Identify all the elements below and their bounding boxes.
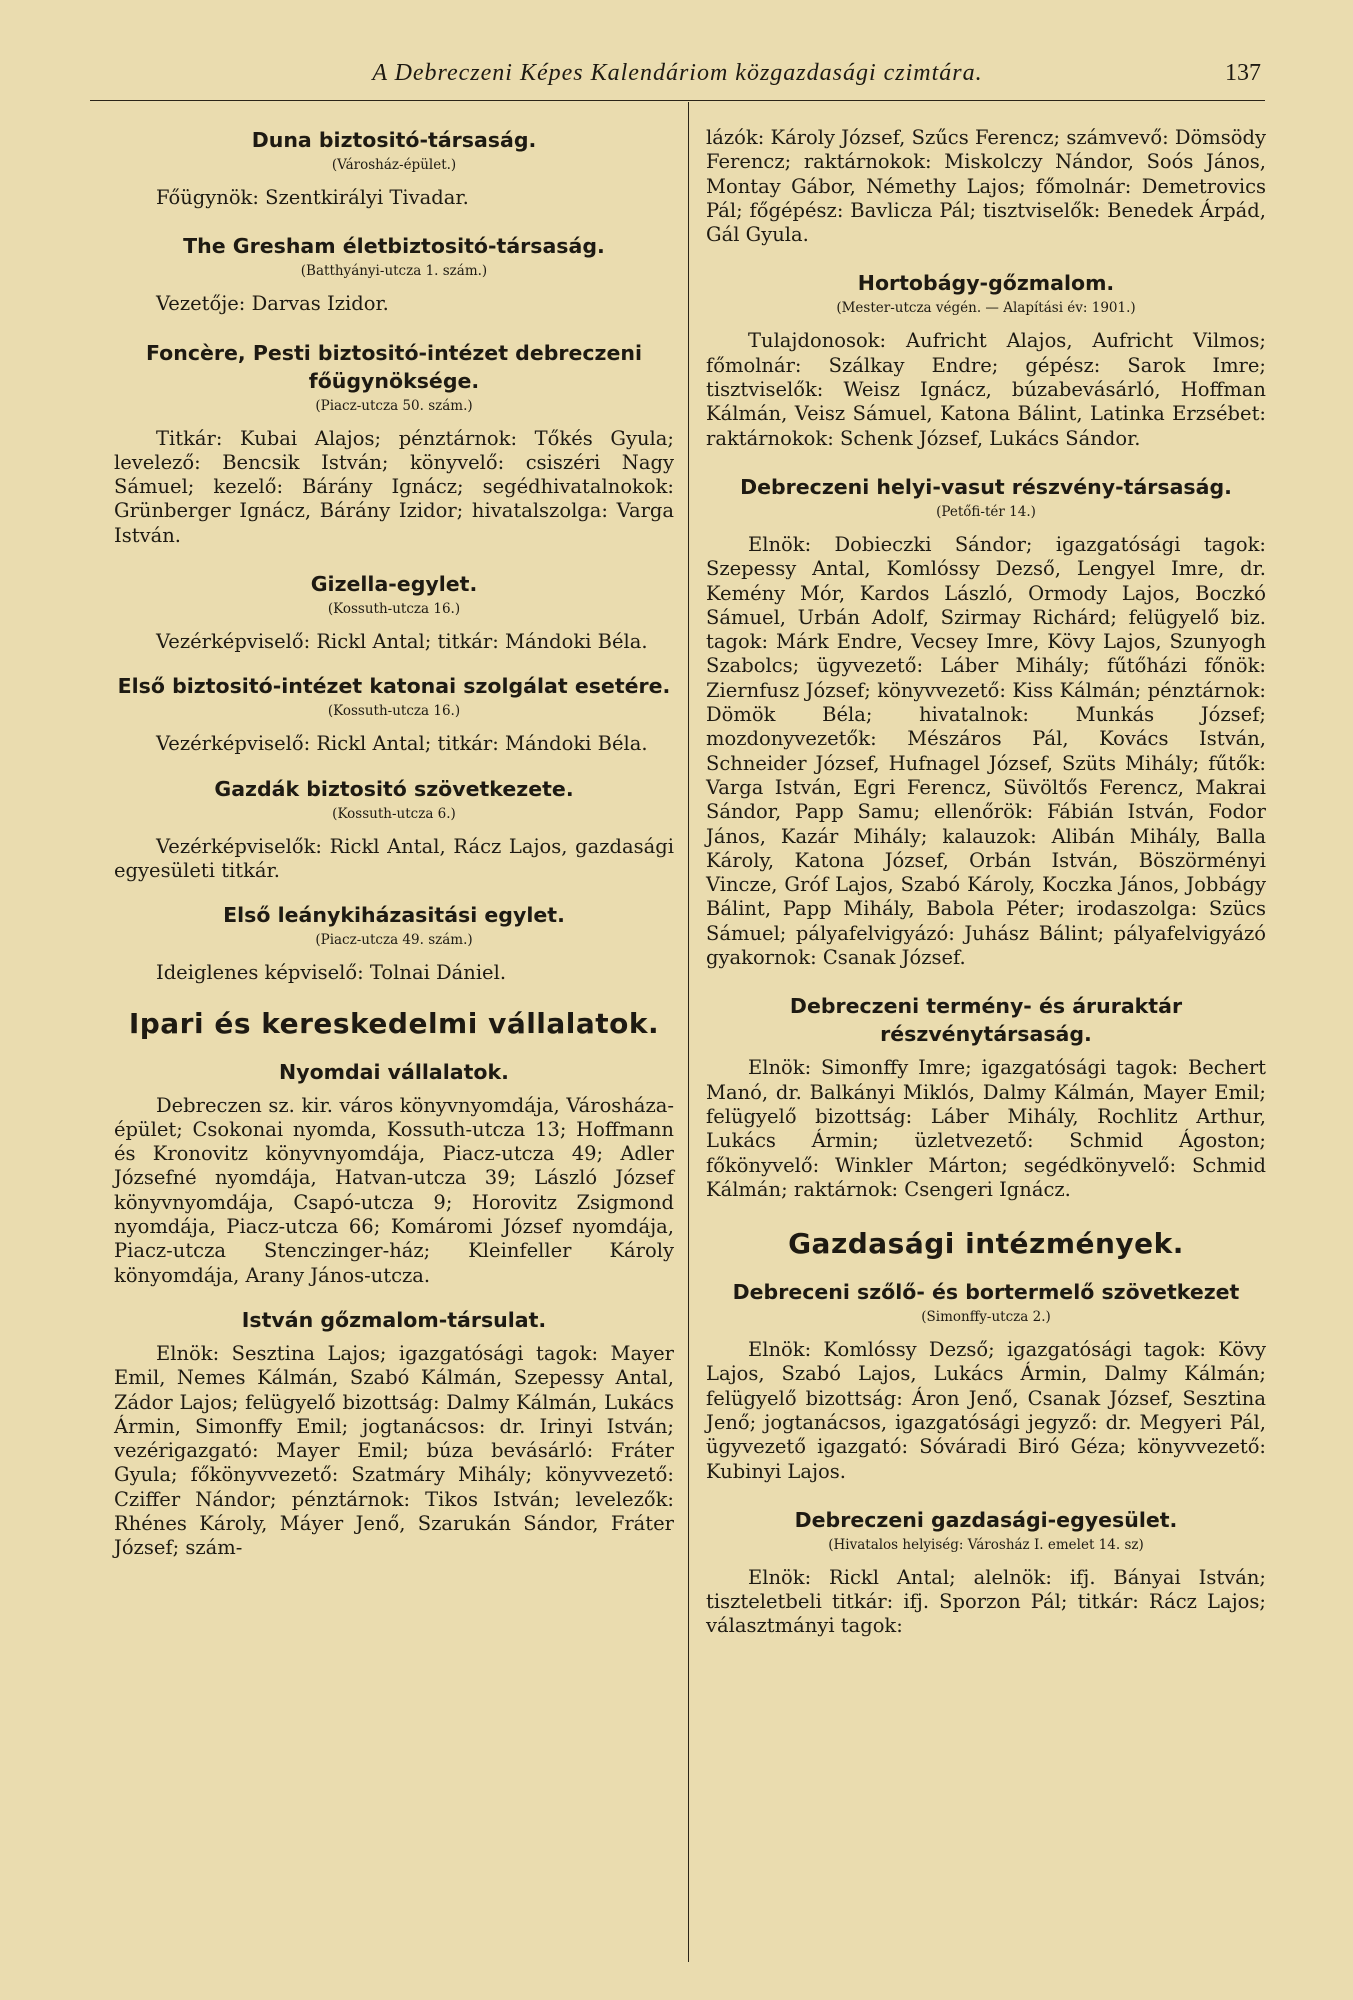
entry-gazdasagi-egyesulet [706,1506,1266,1639]
entry-title: István gőzmalom-társulat. [241,1307,547,1332]
entry-elso-katonai [114,672,674,756]
entry-title: Debreczeni termény- és áruraktár részvénytársaság. [789,994,1183,1047]
entry-body: Vezérképviselő: Rickl Antal; titkár: Mándoki Béla. [156,630,648,654]
entry-hortobagy [706,269,1266,450]
entry-foncere [114,339,674,548]
section-title-gazdasagi: Gazdasági intézmények. [788,1227,1184,1261]
entry-address: (Piacz-utcza 50. szám.) [315,397,473,414]
entry-body: Elnök: Komlóssy Dezső; igazgatósági tagok: Kövy Lajos, Szabó Lajos, Lukács Ármin, Dalmy Kálmán; felügyelő bizottság: Áron Jenő, Csanak József, Sesztina Jenő; jogtanácsos, igazgatósági jegyző: dr. Megyeri Pál, ügyvezető igazgató: Sóváradi Biró Géza; könyvvezető: Kubinyi Lajos. [706,1338,1266,1483]
entry-duna [114,126,674,210]
entry-body: Vezérképviselők: Rickl Antal, Rácz Lajos, gazdasági egyesületi titkár. [114,834,674,882]
entry-body: lázók: Károly József, Szűcs Ferencz; számvevő: Dömsödy Ferencz; raktárnokok: Miskolczy Nándor, Soós János, Montay Gábor, Némethy Lajos; főmolnár: Demetrovics Pál; főgépész: Bavlicza Pál; tisztviselők: Benedek Árpád, Gál Gyula. [706,126,1266,247]
entry-gizella [114,570,674,654]
entry-address: (Hivatalos helyiség: Városház I. emelet 14. sz) [828,1536,1144,1553]
entry-title: Debreceni szőlő- és bortermelő szövetkezet [732,1280,1240,1305]
running-title: A Debreczeni Képes Kalendáriom közgazdasági czimtára. [372,60,983,86]
entry-body: Debreczen sz. kir. város könyvnyomdája, Városháza-épület; Csokonai nyomda, Kossuth-utcza 13; Hoffmann és Kronovitz könyvnyomdája, Piacz-utcza 49; Adler Józsefné nyomdája, Hatvan-utcza 39; László József könyvnyomdája, Csapó-utcza 9; Horovitz Zsigmond nyomdája, Piacz-utcza 66; Komáromi József nyomdája, Piacz-utcza Stenczinger-ház; Kleinfeller Károly könyomdája, Arany János-utcza. [114,1093,674,1287]
entry-body: Ideiglenes képviselő: Tolnai Dániel. [156,961,507,985]
entry-szolo-bortermelo [706,1278,1266,1484]
entry-body: Vezérképviselő: Rickl Antal; titkár: Mándoki Béla. [156,732,648,756]
entry-leanykihazasitasi [114,901,674,985]
entry-address: (Piacz-utcza 49. szám.) [315,932,473,949]
entry-continuation [706,126,1266,247]
entry-body: Elnök: Sesztina Lajos; igazgatósági tagok: Mayer Emil, Nemes Kálmán, Szabó Kálmán, Szepessy Antal, Zádor Lajos; felügyelő bizottság: Dalmy Kálmán, Lukács Ármin, Simonffy Emil; jogtanácsos: dr. Irinyi István; vezérigazgató: Mayer Emil; búza bevásárló: Fráter Gyula; főkönyvvezető: Szatmáry Mihály; könyvvezető: Cziffer Nándor; pénztárnok: Tikos István; levelezők: Rhénes Károly, Máyer Jenő, Szarukán Sándor, Fráter József; szám- [114,1341,674,1560]
entry-title: Gizella-egylet. [310,572,478,597]
entry-address: (Kossuth-utcza 6.) [332,805,456,822]
entry-address: (Petőfi-tér 14.) [936,503,1036,520]
entry-body: Titkár: Kubai Alajos; pénztárnok: Tőkés Gyula; levelező: Bencsik István; könyvelő: csiszéri Nagy Sámuel; kezelő: Bárány Ignácz; segédhivatalnokok: Grünberger Ignácz, Bárány Izidor; hivatalszolga: Varga István. [114,426,674,547]
entry-body: Elnök: Dobieczki Sándor; igazgatósági tagok: Szepessy Antal, Komlóssy Dezső, Lengyel Imre, dr. Kemény Mór, Kardos László, Ormody Lajos, Boczkó Sámuel, Urbán Adolf, Szirmay Richárd; felügyelő biz. tagok: Márk Endre, Vecsey Imre, Kövy Lajos, Szunyogh Szabolcs; ügyvezető: Láber Mihály; fűtőházi főnök: Ziernfusz József; könyvvezető: Kiss Kálmán; pénztárnok: Dömök Béla; hivatalnok: Munkás József; mozdonyvezetők: Mészáros Pál, Kovács István, Schneider József, Hufnagel József, Szüts Mihály; fűtők: Varga István, Egri Ferencz, Süvöltős Ferencz, Makrai Sándor, Papp Samu; ellenőrök: Fábián István, Fodor János, Kazár Mihály; kalauzok: Alibán Mihály, Balla Károly, Katona József, Orbán István, Böszörményi Vincze, Gróf Lajos, Szabó Károly, Koczka János, Jobbágy Bálint, Papp Mihály, Babola Péter; irodaszolga: Szücs Sámuel; pályafelvigyázó: Juhász Bálint; pályafelvigyázó gyakornok: Csanak József. [706,532,1266,970]
page-number: 137 [1225,60,1261,86]
entry-title: Első leánykiházasitási egylet. [223,903,565,928]
entry-title: Hortobágy-gőzmalom. [857,271,1115,296]
entry-title: Első biztositó-intézet katonai szolgálat esetére. [117,674,671,699]
entry-body: Elnök: Rickl Antal; alelnök: ifj. Bányai István; tiszteletbeli titkár: ifj. Sporzon Pál; titkár: Rácz Lajos; választmányi tagok: [706,1565,1266,1638]
entry-istvan-gozmalom [114,1306,674,1561]
running-head [90,60,1265,101]
entry-gazdak [114,775,674,884]
entry-title: Debreczeni helyi-vasut részvény-társaság. [740,474,1232,499]
entry-address: (Városház-épület.) [331,157,457,173]
entry-address: (Kossuth-utcza 16.) [327,601,461,618]
entry-body: Tulajdonosok: Aufricht Alajos, Aufricht Vilmos; főmolnár: Szálkay Endre; gépész: Sarok Imre; tisztviselők: Weisz Ignácz, búzabevásárló, Hoffman Kálmán, Veisz Sámuel, Katona Bálint, Latinka Erzsébet: raktárnokok: Schenk József, Lukács Sándor. [706,329,1266,450]
entry-title: Foncère, Pesti biztositó-intézet debreczeni főügynöksége. [145,340,643,393]
entry-gresham [114,232,674,316]
entry-address: (Batthyányi-utcza 1. szám.) [300,263,488,280]
entry-title: Gazdák biztositó szövetkezete. [214,776,574,801]
entry-address: (Mester-utcza végén. — Alapítási év: 1901.) [836,300,1136,317]
entry-body: Elnök: Simonffy Imre; igazgatósági tagok: Bechert Manó, dr. Balkányi Miklós, Dalmy Kálmán, Mayer Emil; felügyelő bizottság: Láber Mihály, Rochlitz Arthur, Lukács Ármin; üzletvezető: Schmid Ágoston; főkönyvelő: Winkler Márton; segédkönyvelő: Schmid Kálmán; raktárnok: Csengeri Ignácz. [706,1056,1266,1201]
section-title-ipari: Ipari és kereskedelmi vállalatok. [128,1006,660,1040]
entry-address: (Kossuth-utcza 16.) [327,703,461,720]
entry-body: Főügynök: Szentkirályi Tivadar. [156,186,469,209]
entry-address: (Simonffy-utcza 2.) [921,1309,1051,1326]
left-column [114,126,674,1583]
right-column [706,126,1266,1661]
entry-title: The Gresham életbiztositó-társaság. [183,234,605,259]
entry-title: Nyomdai vállalatok. [279,1059,509,1084]
entry-nyomdai [114,1058,674,1288]
entry-body: Vezetője: Darvas Izidor. [156,292,389,316]
entry-title: Duna biztositó-társaság. [251,128,537,152]
entry-termeny-aruraktar [706,992,1266,1202]
column-rule [688,102,689,1962]
entry-helyi-vasut [706,473,1266,970]
entry-title: Debreczeni gazdasági-egyesület. [794,1507,1178,1532]
